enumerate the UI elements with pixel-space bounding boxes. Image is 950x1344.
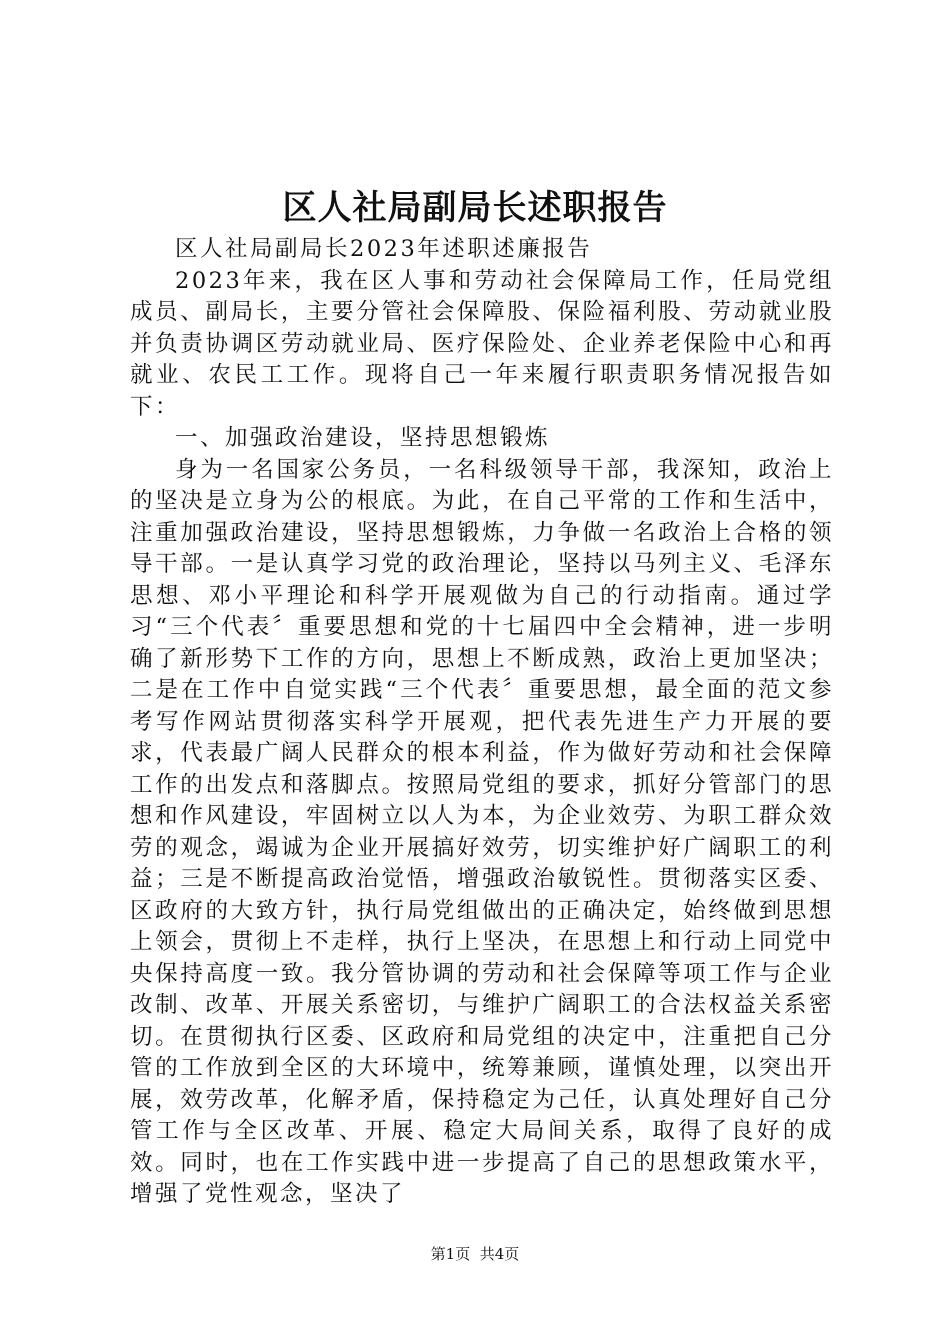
intro-paragraph: 2023年来，我在区人事和劳动社会保障局工作，任局党组成员、副局长，主要分管社会保障股、保险福利股、劳动就业股并负责协调区劳动就业局、医疗保险处、企业养老保险中心和再就业、农民工工作。现将自己一年来履行职责职务情况报告如下： [130, 267, 834, 420]
total-pages: 共4页 [479, 1245, 520, 1263]
subtitle-paragraph: 区人社局副局长2023年述职述廉报告 [175, 236, 593, 262]
footer-gap [470, 1245, 480, 1263]
page-footer [0, 1244, 950, 1264]
body-paragraph: 身为一名国家公务员，一名科级领导干部，我深知，政治上的坚决是立身为公的根底。为此，在自己平常的工作和生活中，注重加强政治建设，坚持思想锻炼，力争做一名政治上合格的领导干部。一是认真学习党的政治理论，坚持以马列主义、毛泽东思想、邓小平理论和科学开展观做为自己的行动指南。通过学习“三个代表〞重要思想和党的十七届四中全会精神，进一步明确了新形势下工作的方向，思想上不断成熟，政治上更加坚决；二是在工作中自觉实践“三个代表〞重要思想，最全面的范文参考写作网站贯彻落实科学开展观，把代表先进生产力开展的要求，代表最广阔人民群众的根本利益，作为做好劳动和社会保障工作的出发点和落脚点。按照局党组的要求，抓好分管部门的思想和作风建设，牢固树立以人为本，为企业效劳、为职工群众效劳的观念，竭诚为企业开展搞好效劳，切实维护好广阔职工的利益；三是不断提高政治觉悟，增强政治敏锐性。贯彻落实区委、区政府的大致方针，执行局党组做出的正确决定，始终做到思想上领会，贯彻上不走样，执行上坚决，在思想上和行动上同党中央保持高度一致。我分管协调的劳动和社会保障等项工作与企业改制、改革、开展关系密切，与维护广阔职工的合法权益关系密切。在贯彻执行区委、区政府和局党组的决定中，注重把自己分管的工作放到全区的大环境中，统筹兼顾，谨慎处理，以突出开展，效劳改革，化解矛盾，保持稳定为己任，认真处理好自己分管工作与全区改革、开展、稳定大局间关系，取得了良好的成效。同时，也在工作实践中进一步提高了自己的思想政策水平，增强了党性观念，坚决了 [130, 456, 834, 1207]
page-number: 第1页 [430, 1245, 471, 1263]
document-title: 区人社局副局长述职报告 [282, 188, 668, 228]
document-body [130, 234, 834, 1211]
section-heading: 一、加强政治建设，坚持思想锻炼 [175, 425, 551, 451]
